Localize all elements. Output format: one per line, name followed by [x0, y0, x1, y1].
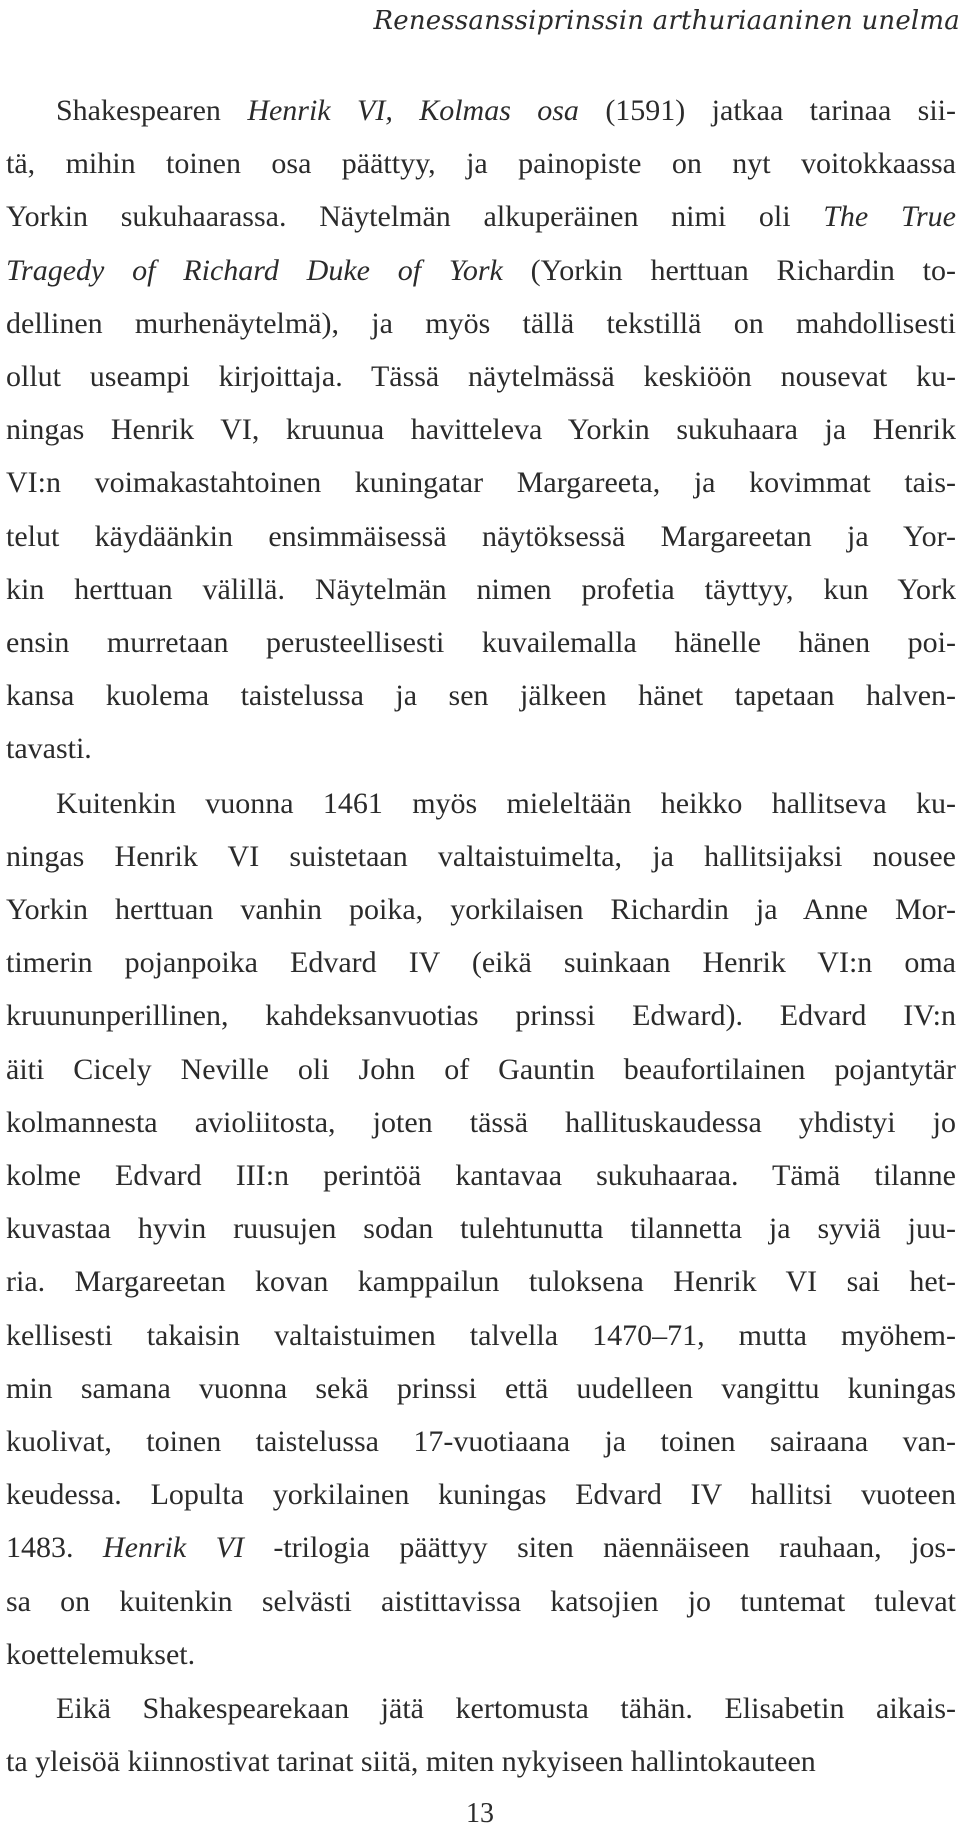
- text-line: [6, 456, 956, 509]
- text-run: äiti Cicely Neville oli John of Gauntin beaufortilainen pojantytär: [6, 1052, 956, 1086]
- text-line: [6, 1628, 956, 1681]
- text-run: Eikä Shakespearekaan jätä kertomusta tähän. Elisabetin aikais-: [56, 1692, 956, 1726]
- text-line: [6, 1468, 956, 1521]
- page-number: 13: [466, 1798, 494, 1830]
- italic-title: Henrik VI, Kolmas osa: [247, 94, 579, 127]
- text-run: kellisesti takaisin valtaistuimen talvella 1470–71, mutta myöhem-: [6, 1318, 956, 1352]
- text-line: [6, 1309, 956, 1362]
- text-line: [6, 1043, 956, 1096]
- paragraph: [6, 1682, 956, 1788]
- text-run: kruununperillinen, kahdeksanvuotias prinssi Edward). Edvard IV:n: [6, 999, 956, 1033]
- text-run: kolmannesta avioliitosta, joten tässä hallituskaudessa yhdistyi jo: [6, 1105, 956, 1139]
- text-line: [6, 350, 956, 403]
- text-line: [6, 616, 956, 669]
- text-line: [6, 830, 956, 883]
- text-line: [6, 1735, 956, 1788]
- text-run: ningas Henrik VI suistetaan valtaistuimelta, ja hallitsijaksi nousee: [6, 839, 956, 873]
- text-run: kuolivat, toinen taistelussa 17-vuotiaana ja toinen sairaana van-: [6, 1425, 956, 1459]
- text-run: kuvastaa hyvin ruusujen sodan tulehtunutta tilannetta ja syviä juu-: [6, 1212, 956, 1246]
- text-run: (Yorkin herttuan Richardin to-: [502, 253, 956, 287]
- text-run: min samana vuonna sekä prinssi että uudelleen vangittu kuningas: [6, 1371, 956, 1405]
- text-line: [6, 510, 956, 563]
- text-line: [6, 1362, 956, 1415]
- text-run: (1591) jatkaa tarinaa sii-: [578, 94, 956, 127]
- paragraph: [6, 84, 956, 776]
- text-line: [6, 722, 956, 775]
- text-run: VI:n voimakastahtoinen kuningatar Margareeta, ja kovimmat tais-: [6, 466, 956, 500]
- running-head: Renessanssiprinssin arthuriaaninen unelma: [373, 6, 960, 36]
- text-run: kansa kuolema taistelussa ja sen jälkeen hänet tapetaan halven-: [6, 679, 956, 713]
- text-line: [6, 777, 956, 830]
- text-line: [6, 989, 956, 1042]
- italic-title: Henrik VI: [102, 1531, 244, 1565]
- text-line: [6, 244, 956, 297]
- text-run: tavasti.: [6, 732, 92, 766]
- text-run: ta yleisöä kiinnostivat tarinat siitä, miten nykyiseen hallintokauteen: [6, 1745, 816, 1779]
- text-line: [6, 1149, 956, 1202]
- text-line: [6, 297, 956, 350]
- text-run: kin herttuan välillä. Näytelmän nimen profetia täyttyy, kun York: [6, 572, 956, 606]
- text-line: [6, 1575, 956, 1628]
- text-line: [6, 883, 956, 936]
- body-text: [6, 84, 956, 1789]
- text-run: ollut useampi kirjoittaja. Tässä näytelmässä keskiöön nousevat ku-: [6, 360, 956, 394]
- italic-title: The True: [823, 200, 956, 234]
- paragraph: [6, 777, 956, 1681]
- text-run: ensin murretaan perusteellisesti kuvailemalla hänelle hänen poi-: [6, 626, 956, 660]
- text-line: [6, 563, 956, 616]
- text-line: [6, 137, 956, 190]
- text-line: [6, 1096, 956, 1149]
- text-line: [6, 1415, 956, 1468]
- text-run: Kuitenkin vuonna 1461 myös mieleltään heikko hallitseva ku-: [56, 786, 956, 820]
- text-line: [6, 403, 956, 456]
- text-run: Yorkin sukuhaarassa. Näytelmän alkuperäinen nimi oli: [6, 200, 824, 234]
- text-run: ria. Margareetan kovan kamppailun tuloksena Henrik VI sai het-: [6, 1265, 956, 1299]
- text-run: telut käydäänkin ensimmäisessä näytöksessä Margareetan ja Yor-: [6, 519, 956, 553]
- text-run: Yorkin herttuan vanhin poika, yorkilaisen Richardin ja Anne Mor-: [6, 893, 956, 927]
- text-line: [6, 84, 956, 137]
- text-run: 1483.: [6, 1531, 103, 1565]
- text-run: ningas Henrik VI, kruunua havitteleva Yorkin sukuhaara ja Henrik: [6, 413, 956, 447]
- italic-title: Tragedy of Richard Duke of York: [6, 253, 503, 287]
- text-line: [6, 1682, 956, 1735]
- text-run: -trilogia päättyy siten näennäiseen rauhaan, jos-: [243, 1531, 956, 1565]
- text-run: dellinen murhenäytelmä), ja myös tällä tekstillä on mahdollisesti: [6, 306, 956, 340]
- text-line: [6, 936, 956, 989]
- text-line: [6, 1521, 956, 1574]
- text-run: keudessa. Lopulta yorkilainen kuningas Edvard IV hallitsi vuoteen: [6, 1478, 956, 1512]
- text-run: timerin pojanpoika Edvard IV (eikä suinkaan Henrik VI:n oma: [6, 946, 956, 980]
- text-line: [6, 1202, 956, 1255]
- text-line: [6, 1255, 956, 1308]
- text-line: [6, 190, 956, 243]
- text-run: sa on kuitenkin selvästi aistittavissa katsojien jo tuntemat tulevat: [6, 1584, 956, 1618]
- text-run: tä, mihin toinen osa päättyy, ja painopiste on nyt voitokkaassa: [6, 147, 956, 181]
- text-run: Shakespearen: [56, 94, 248, 127]
- text-run: kolme Edvard III:n perintöä kantavaa sukuhaaraa. Tämä tilanne: [6, 1159, 956, 1193]
- text-run: koettelemukset.: [6, 1637, 196, 1671]
- text-line: [6, 669, 956, 722]
